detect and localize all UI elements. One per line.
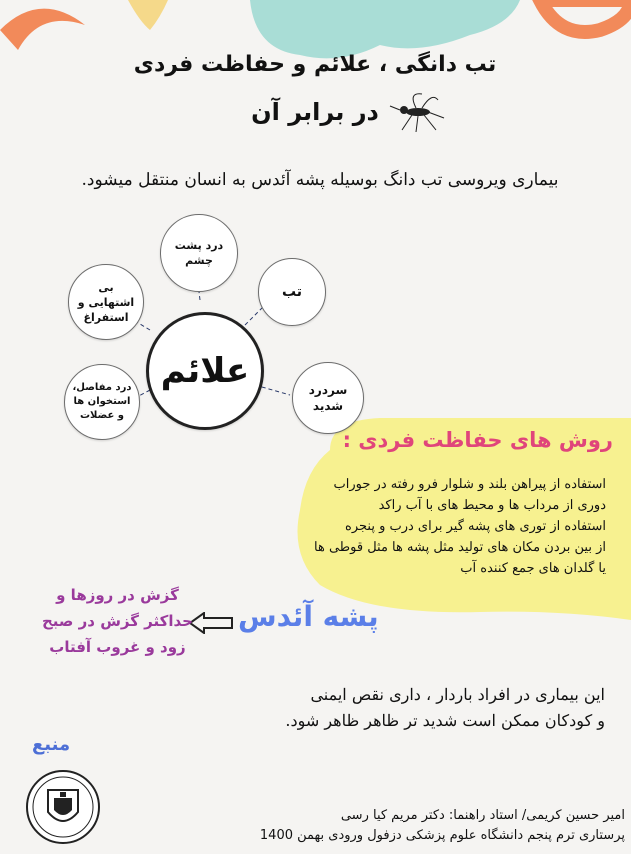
risk-line: و کودکان ممکن است شدید تر ظاهر ظاهر شود. bbox=[285, 711, 605, 730]
credit-line-university: پرستاری ترم پنجم دانشگاه علوم پزشکی دزفول ورودی بهمن 1400 bbox=[259, 828, 625, 843]
bite-time-text bbox=[30, 582, 205, 660]
page-subtitle: در برابر آن bbox=[251, 98, 379, 126]
risk-line: این بیماری در افراد باردار ، داری نقص ایمنی bbox=[310, 685, 605, 704]
protection-item: یا گلدان های جمع کننده آب bbox=[460, 561, 606, 576]
bite-line: زود و غروب آفتاب bbox=[49, 638, 186, 656]
symptom-label: تب bbox=[281, 284, 303, 300]
university-logo bbox=[24, 768, 102, 846]
protection-item: از بین بردن مکان های تولید مثل پشه ها مثل قوطی ها bbox=[314, 540, 606, 555]
source-label: منبع bbox=[32, 734, 71, 755]
intro-text: بیماری ویروسی تب دانگ بوسیله پشه آئدس به انسان منتقل میشود. bbox=[81, 170, 559, 190]
symptom-label: سردرد شدید bbox=[308, 383, 348, 413]
risk-groups-text bbox=[220, 682, 605, 734]
symptom-bubble-eye-pain bbox=[160, 214, 238, 292]
protection-item: استفاده از توری های پشه گیر برای درب و پنجره bbox=[345, 519, 606, 534]
symptoms-center-bubble bbox=[146, 312, 264, 430]
credit-line-author: امیر حسین کریمی/ استاد راهنما: دکتر مریم کیا رسی bbox=[340, 808, 625, 823]
page-title: تب دانگی ، علائم و حفاظت فردی bbox=[133, 52, 497, 77]
protection-item: استفاده از پیراهن بلند و شلوار فرو رفته در جوراب bbox=[333, 477, 606, 492]
bite-line: حداکثر گزش در صبح bbox=[42, 612, 193, 630]
aedes-label: پشه آئدس bbox=[238, 600, 379, 633]
protection-list bbox=[266, 474, 606, 579]
symptom-label: بی اشتهایی و استفراغ bbox=[77, 280, 135, 324]
symptom-label: درد پشت چشم bbox=[174, 239, 224, 267]
mosquito-icon bbox=[388, 88, 448, 133]
bite-line: گزش در روزها و bbox=[56, 586, 179, 604]
protection-title: روش های حفاظت فردی : bbox=[342, 428, 613, 452]
symptom-label: درد مفاصل، استخوان ها و عضلات bbox=[72, 382, 132, 421]
symptom-bubble-joint-pain bbox=[64, 364, 140, 440]
symptom-bubble-headache bbox=[292, 362, 364, 434]
protection-item: دوری از مرداب ها و محیط های با آب راکد bbox=[378, 498, 606, 513]
symptom-bubble-fever bbox=[258, 258, 326, 326]
symptoms-center-label: علائم bbox=[160, 351, 250, 391]
symptom-bubble-appetite bbox=[68, 264, 144, 340]
